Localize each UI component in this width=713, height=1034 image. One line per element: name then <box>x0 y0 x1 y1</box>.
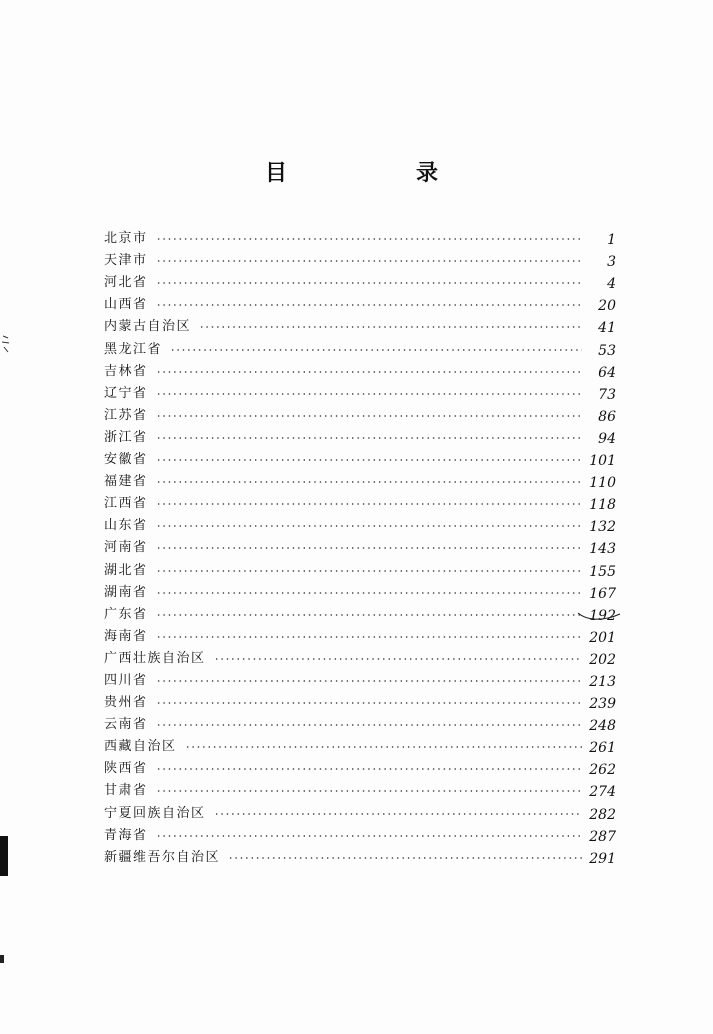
toc-dot-leader <box>156 632 582 642</box>
toc-dot-leader <box>199 322 582 332</box>
toc-dot-leader <box>214 654 582 664</box>
toc-dot-leader <box>156 786 582 796</box>
toc-dot-leader <box>156 256 582 266</box>
toc-entry-page-number: 261 <box>589 740 616 757</box>
toc-entry-page-number: 291 <box>589 850 616 867</box>
toc-entry-label: 浙江省 <box>104 429 148 445</box>
scan-binding-mark <box>0 836 8 876</box>
toc-dot-leader <box>156 521 582 531</box>
toc-dot-leader <box>156 543 582 553</box>
toc-dot-leader <box>156 433 582 443</box>
toc-entry-label: 西藏自治区 <box>104 739 177 755</box>
toc-dot-leader <box>228 853 582 863</box>
toc-entry-page-number: 94 <box>598 430 616 447</box>
toc-dot-leader <box>170 345 582 355</box>
title-char-2: 录 <box>416 161 439 186</box>
toc-dot-leader <box>156 831 582 841</box>
toc-entry-label: 山西省 <box>104 297 148 313</box>
toc-entry <box>104 625 616 647</box>
toc-entry-label: 辽宁省 <box>104 385 148 401</box>
toc-entry <box>104 227 616 249</box>
toc-entry <box>104 824 616 846</box>
toc-entry-label: 海南省 <box>104 628 148 644</box>
toc-entry-label: 湖北省 <box>104 562 148 578</box>
toc-dot-leader <box>156 411 582 421</box>
toc-entry <box>104 801 616 823</box>
toc-entry-page-number: 287 <box>589 828 616 845</box>
toc-entry-label: 青海省 <box>104 827 148 843</box>
toc-entry <box>104 779 616 801</box>
toc-dot-leader <box>156 499 582 509</box>
toc-dot-leader <box>156 477 582 487</box>
toc-entry-label: 广东省 <box>104 606 148 622</box>
toc-entry-page-number: 274 <box>589 784 616 801</box>
toc-entry-page-number: 201 <box>589 629 616 646</box>
toc-dot-leader <box>156 389 582 399</box>
toc-entry <box>104 647 616 669</box>
toc-entry <box>104 669 616 691</box>
toc-entry-page-number: 3 <box>607 254 616 271</box>
toc-dot-leader <box>156 588 582 598</box>
toc-dot-leader <box>156 278 582 288</box>
toc-dot-leader <box>156 764 582 774</box>
toc-entry-page-number: 110 <box>589 475 616 492</box>
toc-entry-label: 甘肃省 <box>104 783 148 799</box>
toc-entry <box>104 315 616 337</box>
toc-entry-label: 陕西省 <box>104 761 148 777</box>
toc-entry-label: 黑龙江省 <box>104 341 163 357</box>
toc-entry-page-number: 248 <box>589 718 616 735</box>
toc-dot-leader <box>156 455 582 465</box>
toc-entry <box>104 426 616 448</box>
toc-entry <box>104 581 616 603</box>
toc-entry <box>104 404 616 426</box>
toc-entry <box>104 558 616 580</box>
toc-entry-page-number: 239 <box>589 696 616 713</box>
toc-entry <box>104 360 616 382</box>
toc-entry-label: 新疆维吾尔自治区 <box>104 849 221 865</box>
toc-entry <box>104 514 616 536</box>
toc-entry <box>104 846 616 868</box>
toc-entry-label: 山东省 <box>104 518 148 534</box>
toc-dot-leader <box>156 566 582 576</box>
toc-entry-label: 福建省 <box>104 474 148 490</box>
toc-entry-page-number: 86 <box>598 408 616 425</box>
toc-dot-leader <box>156 300 582 310</box>
toc-entry-page-number: 155 <box>589 563 616 580</box>
toc-entry-label: 河北省 <box>104 275 148 291</box>
toc-entry-label: 江苏省 <box>104 407 148 423</box>
toc-entry <box>104 293 616 315</box>
table-of-contents <box>104 227 616 868</box>
toc-entry-page-number: 20 <box>598 298 616 315</box>
handwritten-underline-mark <box>576 607 622 624</box>
toc-entry-page-number: 118 <box>589 497 616 514</box>
toc-entry-label: 北京市 <box>104 231 148 247</box>
page-title <box>0 160 713 190</box>
toc-entry <box>104 757 616 779</box>
toc-entry-label: 云南省 <box>104 717 148 733</box>
toc-entry <box>104 691 616 713</box>
toc-dot-leader <box>156 610 582 620</box>
toc-dot-leader <box>156 720 582 730</box>
toc-entry-label: 河南省 <box>104 540 148 556</box>
toc-entry <box>104 713 616 735</box>
toc-entry-page-number: 73 <box>598 386 616 403</box>
toc-entry-page-number: 41 <box>598 320 616 337</box>
toc-entry-page-number: 64 <box>598 364 616 381</box>
toc-entry-label: 广西壮族自治区 <box>104 650 206 666</box>
toc-entry <box>104 337 616 359</box>
toc-dot-leader <box>156 676 582 686</box>
toc-entry <box>104 735 616 757</box>
toc-entry <box>104 271 616 293</box>
toc-entry <box>104 249 616 271</box>
toc-dot-leader <box>185 742 582 752</box>
title-char-1: 目 <box>265 161 288 186</box>
toc-entry-label: 天津市 <box>104 253 148 269</box>
toc-entry-page-number: 282 <box>589 806 616 823</box>
toc-entry-page-number: 202 <box>589 651 616 668</box>
toc-entry-label: 四川省 <box>104 672 148 688</box>
toc-entry-page-number: 101 <box>589 453 616 470</box>
toc-entry-label: 内蒙古自治区 <box>104 319 192 335</box>
toc-entry-label: 吉林省 <box>104 363 148 379</box>
toc-entry-label: 湖南省 <box>104 584 148 600</box>
toc-entry <box>104 536 616 558</box>
scan-corner-dot <box>0 955 4 963</box>
toc-entry-page-number: 143 <box>589 541 616 558</box>
toc-entry-page-number: 167 <box>589 585 616 602</box>
toc-dot-leader <box>156 234 582 244</box>
toc-entry <box>104 492 616 514</box>
toc-entry <box>104 448 616 470</box>
toc-entry-page-number: 4 <box>607 276 616 293</box>
toc-entry <box>104 382 616 404</box>
toc-entry-page-number: 213 <box>589 673 616 690</box>
scan-edge-speck <box>2 334 10 354</box>
toc-entry <box>104 470 616 492</box>
toc-entry <box>104 603 616 625</box>
toc-dot-leader <box>156 698 582 708</box>
toc-entry-label: 宁夏回族自治区 <box>104 805 206 821</box>
toc-dot-leader <box>214 809 582 819</box>
toc-entry-page-number: 53 <box>598 342 616 359</box>
toc-dot-leader <box>156 367 582 377</box>
toc-entry-page-number: 1 <box>607 232 616 249</box>
toc-entry-label: 贵州省 <box>104 695 148 711</box>
toc-entry-label: 安徽省 <box>104 452 148 468</box>
toc-entry-page-number: 132 <box>589 519 616 536</box>
toc-entry-page-number: 192 <box>589 607 616 624</box>
toc-entry-label: 江西省 <box>104 496 148 512</box>
toc-entry-page-number: 262 <box>589 762 616 779</box>
